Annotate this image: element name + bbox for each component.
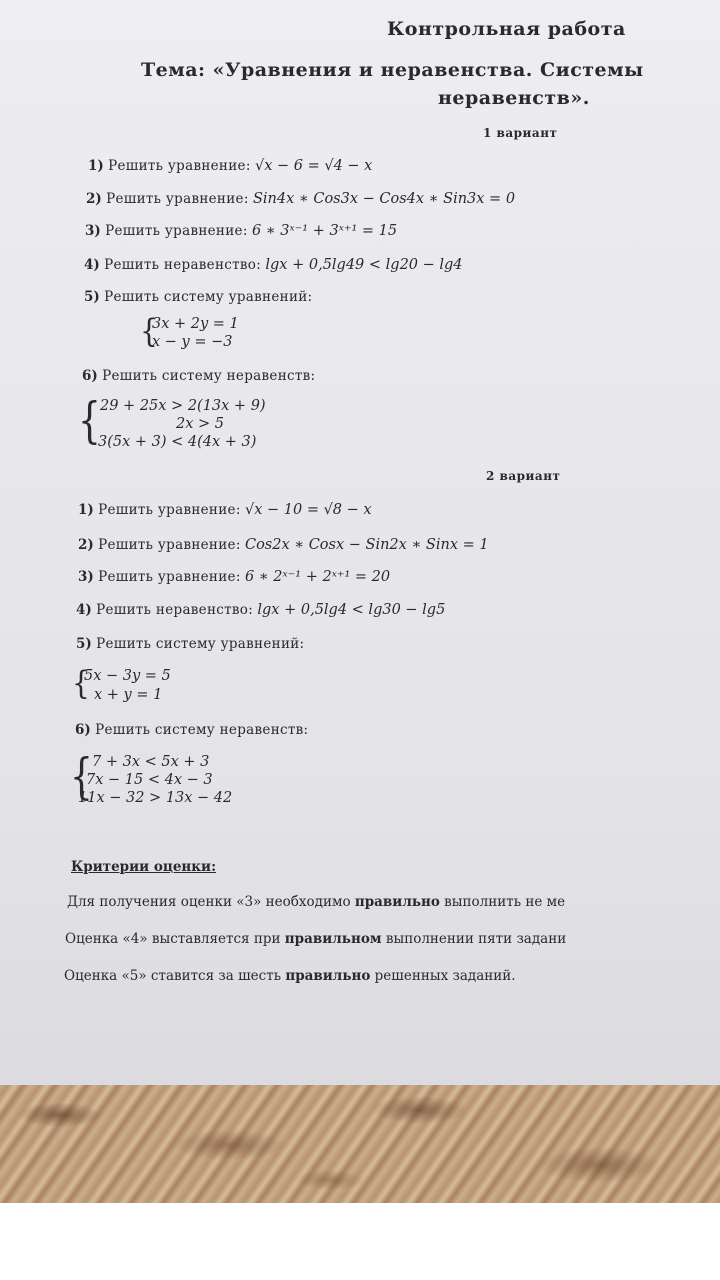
task-number: 2) [86,191,102,207]
task-math: 6 ∗ 3ˣ⁻¹ + 3ˣ⁺¹ = 15 [251,223,398,239]
system-line: 7 + 3x < 5x + 3 [92,754,210,770]
criteria-line-3 [64,968,516,984]
task-math: Cos2x ∗ Cosx − Sin2x ∗ Sinx = 1 [244,537,489,553]
v2-task-6 [75,722,308,738]
system-line: 3(5x + 3) < 4(4x + 3) [98,434,257,450]
task-number: 4) [84,257,100,273]
task-number: 3) [78,569,94,585]
bottom-blank-area [0,1203,720,1280]
v2-task-5 [76,636,304,652]
task-label: Решить уравнение: [98,502,241,518]
task-number: 3) [85,223,101,239]
task-label: Решить уравнение: [108,158,251,174]
v1-task-3 [85,223,397,239]
variant-2-label: 2 вариант [486,469,561,483]
v2-task-2 [78,537,489,553]
document-title: Контрольная работа [387,18,626,40]
system-line: 29 + 25x > 2(13x + 9) [100,398,266,414]
task-label: Решить систему неравенств: [95,722,309,738]
v1-task-2 [86,191,515,207]
system-line: 11x − 32 > 13x − 42 [78,790,233,806]
system-line: 7x − 15 < 4x − 3 [86,772,213,788]
v1-task-4 [84,257,463,273]
task-number: 6) [75,722,91,738]
v1-task-5 [84,289,312,305]
brace-icon: { [78,394,101,450]
task-number: 2) [78,537,94,553]
criteria-emphasis: правильно [354,894,440,910]
brace-icon: { [140,312,158,350]
criteria-line-2 [65,931,566,947]
v1-task-1 [88,158,372,174]
brace-icon: { [72,664,90,702]
criteria-text: Для получения оценки «3» необходимо [67,894,355,910]
task-number: 4) [76,602,92,618]
task-label: Решить систему неравенств: [102,368,316,384]
system-line: 3x + 2y = 1 [152,316,239,332]
carpet-background [0,1085,720,1203]
brace-icon: { [70,750,93,806]
system-line: 2x > 5 [176,416,224,432]
task-label: Решить неравенство: [96,602,254,618]
document-theme-line1: Тема: «Уравнения и неравенства. Системы [141,59,644,81]
task-label: Решить уравнение: [98,537,241,553]
criteria-text: выполнении пяти задани [381,931,567,947]
variant-1-label: 1 вариант [483,126,558,140]
task-math: Sin4x ∗ Cos3x − Cos4x ∗ Sin3x = 0 [252,191,516,207]
criteria-text: Оценка «5» ставится за шесть [64,968,286,984]
criteria-line-1 [67,894,565,910]
criteria-text: выполнить не ме [439,894,566,910]
v1-task-6 [82,368,315,384]
system-line: 5x − 3y = 5 [84,668,171,684]
task-math: 6 ∗ 2ˣ⁻¹ + 2ˣ⁺¹ = 20 [244,569,391,585]
task-label: Решить уравнение: [106,191,249,207]
v2-task-1 [78,502,372,518]
task-number: 1) [88,158,104,174]
criteria-emphasis: правильно [285,968,371,984]
criteria-title: Критерии оценки: [71,859,217,875]
task-math: lgx + 0,5lg49 < lg20 − lg4 [265,257,463,273]
task-label: Решить систему уравнений: [104,289,313,305]
task-math: lgx + 0,5lg4 < lg30 − lg5 [257,602,446,618]
criteria-text: Оценка «4» выставляется при [65,931,285,947]
document-theme-line2: неравенств». [438,87,590,109]
task-label: Решить неравенство: [104,257,262,273]
criteria-emphasis: правильном [284,931,382,947]
v2-task-4 [76,602,445,618]
task-math: √x − 10 = √8 − x [244,502,372,518]
task-label: Решить уравнение: [98,569,241,585]
task-label: Решить систему уравнений: [96,636,305,652]
task-label: Решить уравнение: [105,223,248,239]
system-line: x − y = −3 [152,334,233,350]
task-number: 5) [84,289,100,305]
criteria-text: решенных заданий. [370,968,516,984]
task-number: 6) [82,368,98,384]
task-number: 1) [78,502,94,518]
system-line: x + y = 1 [94,687,163,703]
v2-task-3 [78,569,390,585]
task-number: 5) [76,636,92,652]
task-math: √x − 6 = √4 − x [254,158,373,174]
